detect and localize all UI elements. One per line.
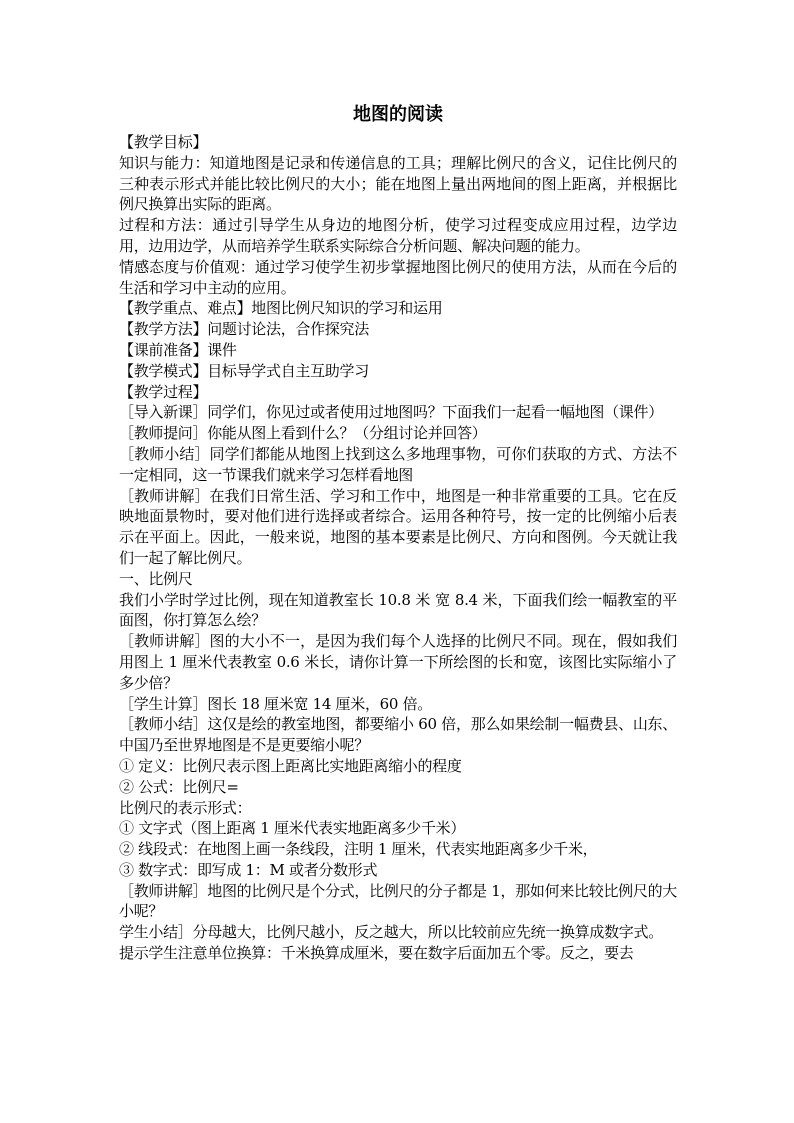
paragraph-forms-heading: 比例尺的表示形式：	[119, 798, 252, 817]
paragraph-teacher-explain-2: ［教师讲解］图的大小不一，是因为我们每个人选择的比例尺不同。现在，假如我们用图上 1 厘米代表教室 0.6 米长，请你计算一下所绘图的长和宽，该图比实际缩小了多少倍？	[119, 632, 677, 692]
paragraph-knowledge-ability: 知识与能力：知道地图是记录和传递信息的工具；理解比例尺的含义，记住比例尺的三种表示形式并能比较比例尺的大小；能在地图上量出两地间的图上距离，并根据比例尺换算出实际的距离。	[119, 153, 677, 214]
section-heading-process: 【教学过程】	[119, 382, 208, 401]
paragraph-preparation: 【课前准备】课件	[119, 340, 237, 359]
paragraph-teacher-explain-1: ［教师讲解］在我们日常生活、学习和工作中，地图是一种非常重要的工具。它在反映地面景物时，要对他们进行选择或者综合。运用各种符号，按一定的比例缩小后表示在平面上。因此，一般来说，地图的基本要素是比例尺、方向和图例。今天就让我们一起了解比例尺。	[119, 486, 677, 567]
paragraph-student-summary: 学生小结］分母越大，比例尺越小，反之越大，所以比较前应先统一换算成数字式。	[119, 923, 663, 942]
paragraph-student-calc: ［学生计算］图长 18 厘米宽 14 厘米，60 倍。	[119, 694, 433, 713]
paragraph-teaching-mode: 【教学模式】目标导学式自主互助学习	[119, 361, 369, 380]
paragraph-form-text: ① 文字式（图上距离 1 厘米代表实地距离多少千米）	[119, 819, 466, 838]
paragraph-teacher-summary-1: ［教师小结］同学们都能从地图上找到这么多地理事物，可你们获取的方式、方法不一定相同，这一节课我们就来学习怎样看地图	[119, 444, 677, 484]
section-heading-scale: 一、比例尺	[119, 569, 193, 588]
paragraph-unit-conversion: 提示学生注意单位换算：千米换算成厘米，要在数字后面加五个零。反之，要去	[119, 944, 634, 963]
document-page	[119, 102, 677, 964]
paragraph-teaching-method: 【教学方法】问题讨论法，合作探究法	[119, 320, 369, 339]
paragraph-teacher-explain-3: ［教师讲解］地图的比例尺是个分式，比例尺的分子都是 1，那如何来比较比例尺的大小呢？	[119, 881, 677, 921]
paragraph-definition: ① 定义：比例尺表示图上距离比实地距离缩小的程度	[119, 756, 462, 775]
paragraph-formula: ② 公式：比例尺=	[119, 777, 239, 796]
paragraph-process-method: 过程和方法：通过引导学生从身边的地图分析，使学习过程变成应用过程，边学边用，边用边学，从而培养学生联系实际综合分析问题、解决问题的能力。	[119, 216, 677, 255]
paragraph-form-number: ③ 数字式：即写成 1：M 或者分数形式	[119, 860, 378, 879]
paragraph-attitude-values: 情感态度与价值观：通过学习使学生初步掌握地图比例尺的使用方法，从而在今后的生活和学习中主动的应用。	[119, 257, 677, 297]
paragraph-classroom-example: 我们小学时学过比例，现在知道教室长 10.8 米 宽 8.4 米，下面我们绘一幅教室的平面图，你打算怎么绘？	[119, 590, 677, 630]
section-heading-objectives: 【教学目标】	[119, 133, 208, 151]
document-body	[119, 132, 677, 964]
paragraph-teacher-question: ［教师提问］你能从图上看到什么？（分组讨论并回答）	[119, 424, 487, 443]
paragraph-key-points: 【教学重点、难点】地图比例尺知识的学习和运用	[119, 299, 443, 318]
document-title: 地图的阅读	[353, 104, 443, 125]
paragraph-teacher-summary-2: ［教师小结］这仅是绘的教室地图，都要缩小 60 倍，那么如果绘制一幅费县、山东、中国乃至世界地图是不是更要缩小呢？	[119, 715, 677, 755]
paragraph-intro: ［导入新课］同学们，你见过或者使用过地图吗？下面我们一起看一幅地图（课件）	[119, 403, 663, 422]
paragraph-form-line: ② 线段式：在地图上画一条线段，注明 1 厘米，代表实地距离多少千米，	[119, 840, 598, 859]
